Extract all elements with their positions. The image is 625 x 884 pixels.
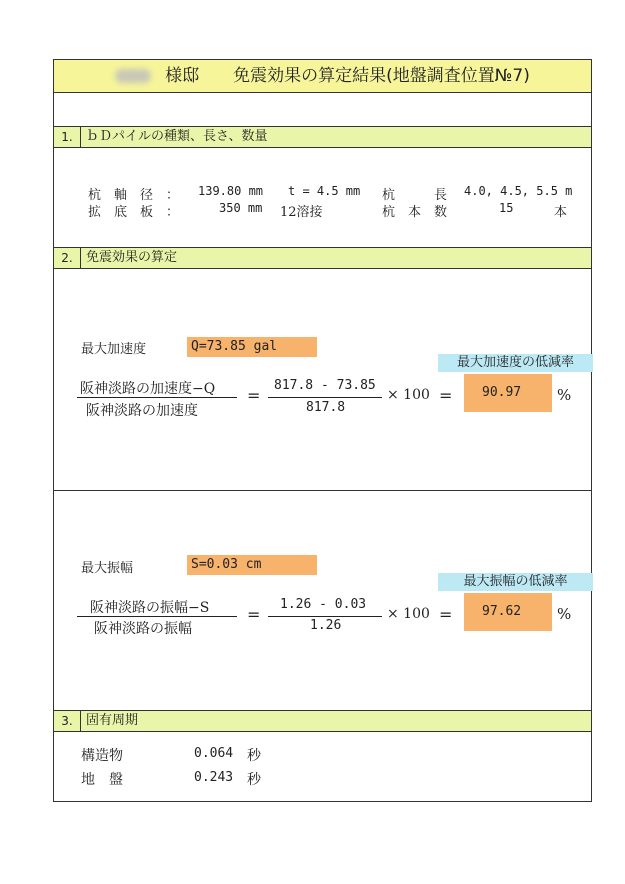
s-value-box bbox=[187, 555, 317, 575]
pile-count-unit: 本 bbox=[554, 205, 568, 220]
accel-denominator-value: 817.8 bbox=[306, 400, 346, 415]
period-ground-unit: 秒 bbox=[247, 772, 261, 788]
section-2-number: 2. bbox=[54, 248, 81, 268]
period-ground-label: 地 盤 bbox=[81, 772, 123, 788]
amp-times-100: × 100 bbox=[387, 606, 430, 622]
amp-result: 97.62 bbox=[482, 604, 522, 619]
amp-percent: % bbox=[557, 605, 572, 623]
period-structure-label: 構造物 bbox=[81, 748, 123, 764]
period-structure-unit: 秒 bbox=[247, 748, 261, 764]
section-1-header bbox=[54, 126, 591, 148]
accel-percent: % bbox=[557, 386, 572, 404]
section-2-divider bbox=[54, 490, 591, 491]
s-value: S=0.03 cm bbox=[191, 557, 262, 572]
pile-diameter-label: 杭 軸 径 ： bbox=[88, 188, 180, 203]
page-title: 様邸 免震効果の算定結果(地盤調査位置№7) bbox=[165, 66, 530, 86]
amp-fraction-numerator: 阪神淡路の振幅−S bbox=[90, 600, 210, 616]
period-structure-value: 0.064 bbox=[194, 746, 234, 761]
accel-fraction-line bbox=[77, 397, 237, 398]
section-3-header bbox=[54, 710, 591, 732]
pile-diameter-value: 139.80 mm bbox=[198, 184, 264, 198]
pile-count-value: 15 bbox=[499, 201, 514, 215]
amp-reduction-label: 最大振幅の低減率 bbox=[438, 573, 593, 591]
pile-thickness-value: t = 4.5 mm bbox=[288, 184, 361, 198]
base-plate-label: 拡 底 板 ： bbox=[88, 205, 180, 220]
section-3-title: 固有周期 bbox=[86, 713, 139, 728]
max-accel-label: 最大加速度 bbox=[81, 342, 147, 357]
period-ground-value: 0.243 bbox=[194, 770, 234, 785]
amp-equals-2: = bbox=[439, 605, 453, 624]
report-frame bbox=[53, 59, 592, 802]
redacted-name bbox=[115, 69, 151, 83]
accel-fraction-denominator: 阪神淡路の加速度 bbox=[86, 403, 198, 419]
accel-reduction-label: 最大加速度の低減率 bbox=[438, 354, 593, 372]
accel-fraction-numerator: 阪神淡路の加速度−Q bbox=[80, 381, 216, 397]
amp-fraction-line bbox=[77, 616, 237, 617]
amp-denominator-value: 1.26 bbox=[310, 618, 342, 633]
amp-numerator-values: 1.26 - 0.03 bbox=[280, 597, 367, 612]
section-1-number: 1. bbox=[54, 127, 81, 147]
max-amp-label: 最大振幅 bbox=[81, 561, 134, 576]
accel-times-100: × 100 bbox=[387, 387, 430, 403]
title-bar bbox=[54, 60, 591, 93]
pile-length-label: 杭 長 bbox=[382, 188, 448, 203]
weld-value: 12溶接 bbox=[280, 205, 323, 220]
base-plate-value: 350 mm bbox=[219, 201, 263, 215]
accel-equals-1: = bbox=[247, 386, 261, 405]
amp-equals-1: = bbox=[247, 605, 261, 624]
section-2-header bbox=[54, 247, 591, 269]
section-1-title: ｂＤパイルの種類、長さ、数量 bbox=[86, 129, 268, 144]
pile-count-label: 杭 本 数 bbox=[382, 205, 448, 220]
amp-values-line bbox=[268, 616, 382, 617]
pile-length-value: 4.0, 4.5, 5.5 m bbox=[464, 184, 573, 198]
q-value-box bbox=[187, 337, 317, 357]
section-3-number: 3. bbox=[54, 711, 81, 731]
amp-result-box bbox=[464, 593, 552, 631]
accel-numerator-values: 817.8 - 73.85 bbox=[274, 378, 376, 393]
accel-result-box bbox=[464, 374, 552, 412]
accel-result: 90.97 bbox=[482, 385, 522, 400]
accel-values-line bbox=[268, 397, 382, 398]
section-2-title: 免震効果の算定 bbox=[86, 250, 178, 265]
q-value: Q=73.85 gal bbox=[191, 339, 278, 354]
accel-equals-2: = bbox=[439, 386, 453, 405]
amp-fraction-denominator: 阪神淡路の振幅 bbox=[94, 621, 192, 637]
